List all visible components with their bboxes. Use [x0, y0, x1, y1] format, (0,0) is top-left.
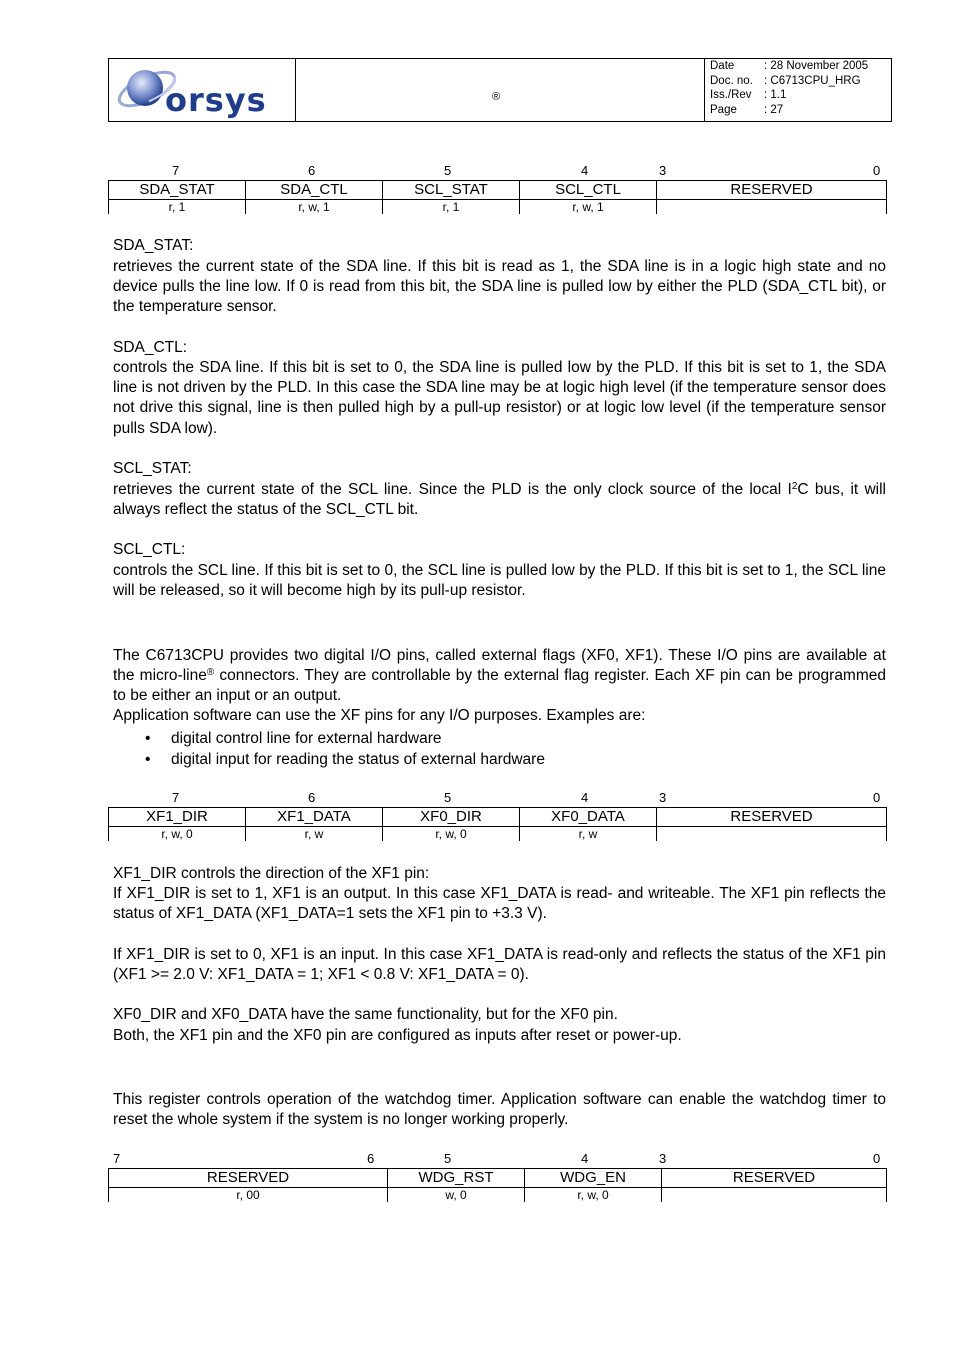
bit-number: 0 [873, 1151, 881, 1166]
access-cell [657, 200, 887, 215]
field-reserved: RESERVED [109, 1169, 388, 1188]
doc-meta [704, 59, 891, 121]
wdg-intro-text: This register controls operation of the watchdog timer. Application software can enable the watchdog timer to reset the whole system if the system is no longer working properly. [113, 1091, 886, 1129]
bit-number: 5 [444, 163, 452, 178]
xf-desc-3: If XF1_DIR is set to 0, XF1 is an input. In this case XF1_DATA is read-only and reflects the status of the XF1 pin (XF1 >= 2.0 V: XF1_DATA = 1; XF1 < 0.8 V: XF1_DATA = 0). [113, 946, 886, 984]
field-xf0-data: XF0_DATA [520, 808, 657, 827]
bit-number: 4 [581, 1151, 589, 1166]
field-xf1-data: XF1_DATA [246, 808, 383, 827]
field-reserved: RESERVED [662, 1169, 887, 1188]
field-scl-stat: SCL_STAT [383, 181, 520, 200]
access-cell: r, w, 0 [383, 827, 520, 842]
page-header [108, 58, 892, 122]
access-cell: r, w, 0 [525, 1188, 662, 1203]
field-scl-ctl: SCL_CTL [520, 181, 657, 200]
bullet-icon: • [145, 751, 151, 768]
xf-desc-1: XF1_DIR controls the direction of the XF1 pin: [113, 865, 430, 882]
access-cell: r, w [520, 827, 657, 842]
sda-ctl-text: controls the SDA line. If this bit is set to 0, the SDA line is pulled low by the PLD. If this bit is set to 1, the SDA line is not driven by the PLD. In this case the SDA line may be at logic high level (if the temperature sensor does not drive this signal, line is then pulled high by a pull-up resistor) or at logic low level (if the temperature sensor pulls SDA low). [113, 359, 886, 437]
field-reserved: RESERVED [657, 181, 887, 200]
bit-number: 0 [873, 790, 881, 805]
bit-number: 7 [172, 163, 180, 178]
registered-mark: ® [492, 91, 501, 103]
scl-ctl-text: controls the SCL line. If this bit is set to 0, the SCL line is pulled low by the PLD. If this bit is set to 1, the SCL line will be released, so it will become high by its pull-up resistor. [113, 562, 886, 600]
meta-date: Date : 28 November 2005 [710, 60, 869, 72]
field-reserved: RESERVED [657, 808, 887, 827]
bit-number: 0 [873, 163, 881, 178]
bit-number: 6 [308, 163, 316, 178]
register-table [108, 807, 887, 841]
register-table [108, 180, 887, 214]
bit-number: 4 [581, 790, 589, 805]
xf-intro-text: The C6713CPU provides two digital I/O pins, called external flags (XF0, XF1). These I/O pins are available at the micro-line® connectors. They are controllable by the external flag register. Each XF pin can be programmed to be either an input or an output. [113, 647, 886, 705]
access-cell: r, w [246, 827, 383, 842]
meta-issrev: Iss./Rev : 1.1 [710, 89, 787, 101]
access-cell: r, 00 [109, 1188, 388, 1203]
xf-desc-2: If XF1_DIR is set to 1, XF1 is an output. In this case XF1_DATA is read- and writeable. The XF1 pin reflects the status of XF1_DATA (XF1_DATA=1 sets the XF1 pin to +3.3 V). [113, 885, 886, 923]
field-sda-stat: SDA_STAT [109, 181, 246, 200]
xf-intro-examples: Application software can use the XF pins for any I/O purposes. Examples are: [113, 707, 646, 724]
sda-stat-text: retrieves the current state of the SDA line. If this bit is read as 1, the SDA line is in a logic high state and no device pulls the line low. If 0 is read from this bit, the SDA line is pulled low by either the PLD (SDA_CTL bit), or the temperature sensor. [113, 258, 886, 316]
logo-cell [109, 59, 296, 121]
xf-examples-list [145, 728, 545, 770]
sda-ctl-title: SDA_CTL: [113, 339, 188, 356]
access-cell: w, 0 [388, 1188, 525, 1203]
access-cell: r, w, 1 [520, 200, 657, 215]
meta-page: Page : 27 [710, 103, 784, 116]
access-cell: r, 1 [383, 200, 520, 215]
access-cell: r, w, 0 [109, 827, 246, 842]
bit-number: 6 [308, 790, 316, 805]
bit-number: 6 [367, 1151, 375, 1166]
list-item: • digital input for reading the status of external hardware [145, 751, 545, 768]
scl-stat-title: SCL_STAT: [113, 460, 192, 477]
scl-stat-text: retrieves the current state of the SCL line. Since the PLD is the only clock source of the local $I^2C$ bus, it will always reflect the status of the SCL_CTL bit. [113, 481, 887, 519]
xf-desc-4: XF0_DIR and XF0_DATA have the same functionality, but for the XF0 pin. [113, 1006, 618, 1023]
brand-name: orsys [165, 81, 267, 119]
list-item: • digital control line for external hardware [145, 730, 442, 747]
scl-ctl-title: SCL_CTL: [113, 541, 186, 558]
field-xf1-dir: XF1_DIR [109, 808, 246, 827]
bit-number: 5 [444, 790, 452, 805]
bit-number: 3 [659, 790, 667, 805]
sda-stat-title: SDA_STAT: [113, 237, 194, 254]
bit-number: 3 [659, 1151, 667, 1166]
field-xf0-dir: XF0_DIR [383, 808, 520, 827]
access-cell [657, 827, 887, 842]
field-wdg-en: WDG_EN [525, 1169, 662, 1188]
bit-number: 4 [581, 163, 589, 178]
bit-number: 7 [172, 790, 180, 805]
bit-number: 5 [444, 1151, 452, 1166]
access-cell [662, 1188, 887, 1203]
bit-number: 3 [659, 163, 667, 178]
meta-docno: Doc. no. : C6713CPU_HRG [710, 74, 861, 87]
bullet-icon: • [145, 730, 151, 747]
access-cell: r, w, 1 [246, 200, 383, 215]
field-wdg-rst: WDG_RST [388, 1169, 525, 1188]
bit-number: 7 [113, 1151, 121, 1166]
xf-desc-5: Both, the XF1 pin and the XF0 pin are configured as inputs after reset or power-up. [113, 1027, 682, 1044]
register-table [108, 1168, 887, 1202]
access-cell: r, 1 [109, 200, 246, 215]
field-sda-ctl: SDA_CTL [246, 181, 383, 200]
